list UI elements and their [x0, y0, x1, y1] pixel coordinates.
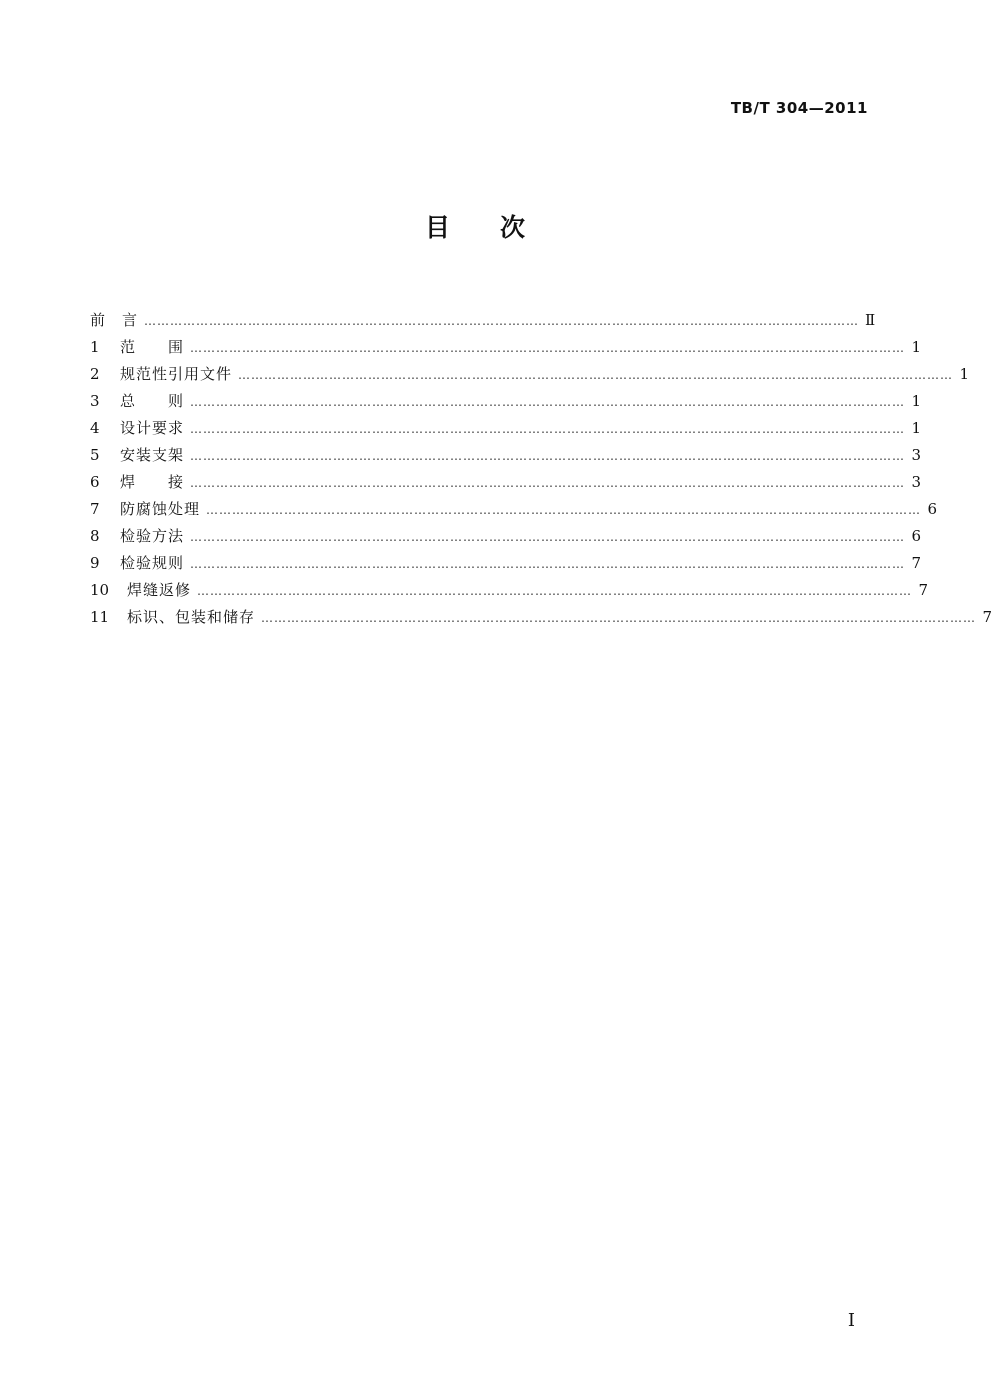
toc-title-part2: 次 — [500, 213, 526, 242]
toc-entry-number: 7 — [90, 500, 100, 518]
toc-entry-label: 检验规则 — [120, 554, 185, 572]
toc-entry-label: 总 则 — [120, 392, 185, 410]
toc-entry-number: 11 — [90, 608, 110, 626]
toc-entry[interactable] — [90, 552, 922, 579]
toc-entry-number: 10 — [90, 581, 110, 599]
toc-entry-page: 7 — [911, 554, 922, 572]
dot-leader: ………………………………………………………………………………………………………………………………………………… — [197, 584, 913, 598]
toc-entry-foreword[interactable] — [90, 309, 876, 336]
toc-entry[interactable] — [90, 417, 922, 444]
toc-entry-number: 5 — [90, 446, 100, 464]
toc-entry-page: 3 — [911, 446, 922, 464]
toc-entry-page: 1 — [911, 338, 922, 356]
toc-entry-page: Ⅱ — [865, 311, 876, 329]
table-of-contents — [90, 309, 992, 633]
dot-leader: ………………………………………………………………………………………………………………………………………………… — [190, 557, 906, 571]
toc-entry-label: 检验方法 — [120, 527, 185, 545]
toc-entry-page: 7 — [982, 608, 992, 626]
toc-entry[interactable] — [90, 579, 929, 606]
dot-leader: ………………………………………………………………………………………………………………………………………………… — [190, 422, 906, 436]
dot-leader: ………………………………………………………………………………………………………………………………………………… — [261, 611, 977, 625]
toc-entry[interactable] — [90, 606, 992, 633]
toc-entry[interactable] — [90, 525, 922, 552]
toc-entry[interactable] — [90, 498, 938, 525]
toc-entry[interactable] — [90, 336, 922, 363]
toc-entry[interactable] — [90, 471, 922, 498]
toc-entry-page: 1 — [911, 419, 922, 437]
toc-entry-page: 1 — [911, 392, 922, 410]
dot-leader: ………………………………………………………………………………………………………………………………………………… — [190, 395, 906, 409]
dot-leader: ………………………………………………………………………………………………………………………………………………… — [144, 314, 860, 328]
toc-entry-page: 6 — [911, 527, 922, 545]
toc-title-part1: 目 — [424, 213, 450, 242]
toc-entry-label: 焊 接 — [120, 473, 185, 491]
dot-leader: ………………………………………………………………………………………………………………………………………………… — [190, 530, 906, 544]
toc-entry-page: 6 — [927, 500, 938, 518]
toc-entry-number: 8 — [90, 527, 100, 545]
toc-entry-number: 6 — [90, 473, 100, 491]
page-number: I — [847, 1310, 855, 1331]
toc-entry-number: 3 — [90, 392, 100, 410]
toc-entry-label: 前 言 — [90, 311, 139, 329]
toc-entry-number: 4 — [90, 419, 100, 437]
dot-leader: ………………………………………………………………………………………………………………………………………………… — [206, 503, 922, 517]
toc-entry-page: 1 — [959, 365, 970, 383]
toc-entry-number: 9 — [90, 554, 100, 572]
toc-entry[interactable] — [90, 390, 922, 417]
dot-leader: ………………………………………………………………………………………………………………………………………………… — [190, 341, 906, 355]
toc-title — [0, 208, 950, 244]
toc-entry-label: 安装支架 — [120, 446, 185, 464]
toc-entry-label: 范 围 — [120, 338, 185, 356]
standard-code: TB/T 304—2011 — [730, 99, 868, 117]
toc-entry-label: 设计要求 — [120, 419, 185, 437]
toc-entry-page: 7 — [918, 581, 929, 599]
dot-leader: ………………………………………………………………………………………………………………………………………………… — [190, 449, 906, 463]
toc-entry-label: 防腐蚀处理 — [120, 500, 201, 518]
toc-entry-number: 1 — [90, 338, 100, 356]
toc-entry-label: 标识、包装和储存 — [127, 608, 256, 626]
toc-entry[interactable] — [90, 444, 922, 471]
dot-leader: ………………………………………………………………………………………………………………………………………………… — [238, 368, 954, 382]
toc-entry-number: 2 — [90, 365, 100, 383]
toc-entry-label: 焊缝返修 — [127, 581, 192, 599]
toc-entry[interactable] — [90, 363, 970, 390]
toc-entry-page: 3 — [911, 473, 922, 491]
toc-entry-label: 规范性引用文件 — [120, 365, 233, 383]
dot-leader: ………………………………………………………………………………………………………………………………………………… — [190, 476, 906, 490]
